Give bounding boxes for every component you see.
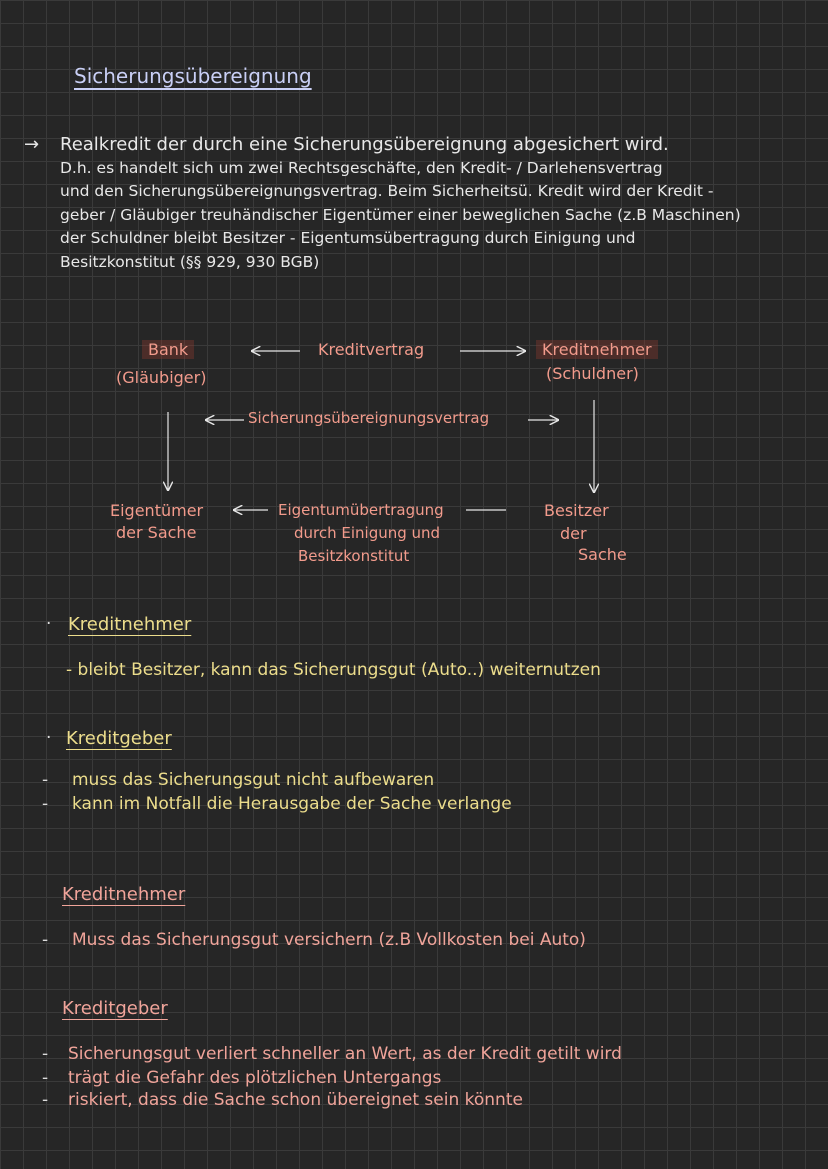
intro-line: Realkredit der durch eine Sicherungsübereignung abgesichert wird. [60, 134, 669, 155]
bullet-dash: - [42, 1044, 49, 1064]
uebertragung-label: Besitzkonstitut [298, 547, 410, 565]
bank-sub-label: (Gläubiger) [116, 368, 207, 387]
intro-line: der Schuldner bleibt Besitzer - Eigentumsübertragung durch Einigung und [60, 229, 636, 247]
bullet-dot: · [46, 614, 52, 634]
besitzer-label: der [560, 524, 587, 543]
section-heading: Kreditnehmer [62, 884, 186, 905]
kreditnehmer-sub-label: (Schuldner) [546, 364, 639, 383]
list-item: - bleibt Besitzer, kann das Sicherungsgut (Auto..) weiternutzen [66, 660, 601, 680]
bullet-dash: - [42, 794, 49, 814]
intro-line: D.h. es handelt sich um zwei Rechtsgeschäfte, den Kredit- / Darlehensvertrag [60, 158, 663, 177]
bank-node [142, 340, 194, 359]
list-item: trägt die Gefahr des plötzlichen Untergangs [68, 1068, 442, 1088]
besitzer-label: Sache [578, 545, 627, 564]
section-heading: Kreditnehmer [68, 614, 192, 635]
bullet-dot: · [46, 728, 52, 748]
kreditnehmer-node [536, 340, 658, 359]
section-heading: Kreditgeber [62, 998, 168, 1019]
uebertragung-label: durch Einigung und [294, 524, 441, 542]
list-item: riskiert, dass die Sache schon übereignet sein könnte [68, 1090, 523, 1110]
besitzer-label: Besitzer [544, 501, 609, 520]
eigentuemer-label: der Sache [116, 523, 197, 542]
intro-line: geber / Gläubiger treuhändischer Eigentümer einer beweglichen Sache (z.B Maschinen) [60, 205, 741, 224]
bullet-dash: - [42, 1068, 49, 1088]
uebertragung-label: Eigentumübertragung [278, 501, 444, 519]
list-item: Sicherungsgut verliert schneller an Wert, as der Kredit getilt wird [68, 1044, 622, 1064]
bank-label: Bank [142, 340, 194, 359]
intro-line: Besitzkonstitut (§§ 929, 930 BGB) [60, 252, 320, 271]
bullet-dash: - [42, 770, 49, 790]
arrow-right-icon: → [24, 134, 40, 155]
page-title: Sicherungsübereignung [74, 64, 312, 88]
intro-line: und den Sicherungsübereignungsvertrag. Beim Sicherheitsü. Kredit wird der Kredit - [60, 182, 714, 200]
list-item: Muss das Sicherungsgut versichern (z.B Vollkosten bei Auto) [72, 930, 586, 950]
kreditnehmer-label: Kreditnehmer [536, 340, 658, 359]
bullet-dash: - [42, 1090, 49, 1110]
bullet-dash: - [42, 930, 49, 950]
kreditvertrag-label: Kreditvertrag [318, 340, 425, 359]
list-item: kann im Notfall die Herausgabe der Sache verlange [72, 794, 512, 814]
eigentuemer-label: Eigentümer [110, 501, 204, 520]
list-item: muss das Sicherungsgut nicht aufbewaren [72, 770, 435, 790]
section-heading: Kreditgeber [66, 728, 172, 749]
sicherungsvertrag-label: Sicherungsübereignungsvertrag [248, 409, 490, 427]
